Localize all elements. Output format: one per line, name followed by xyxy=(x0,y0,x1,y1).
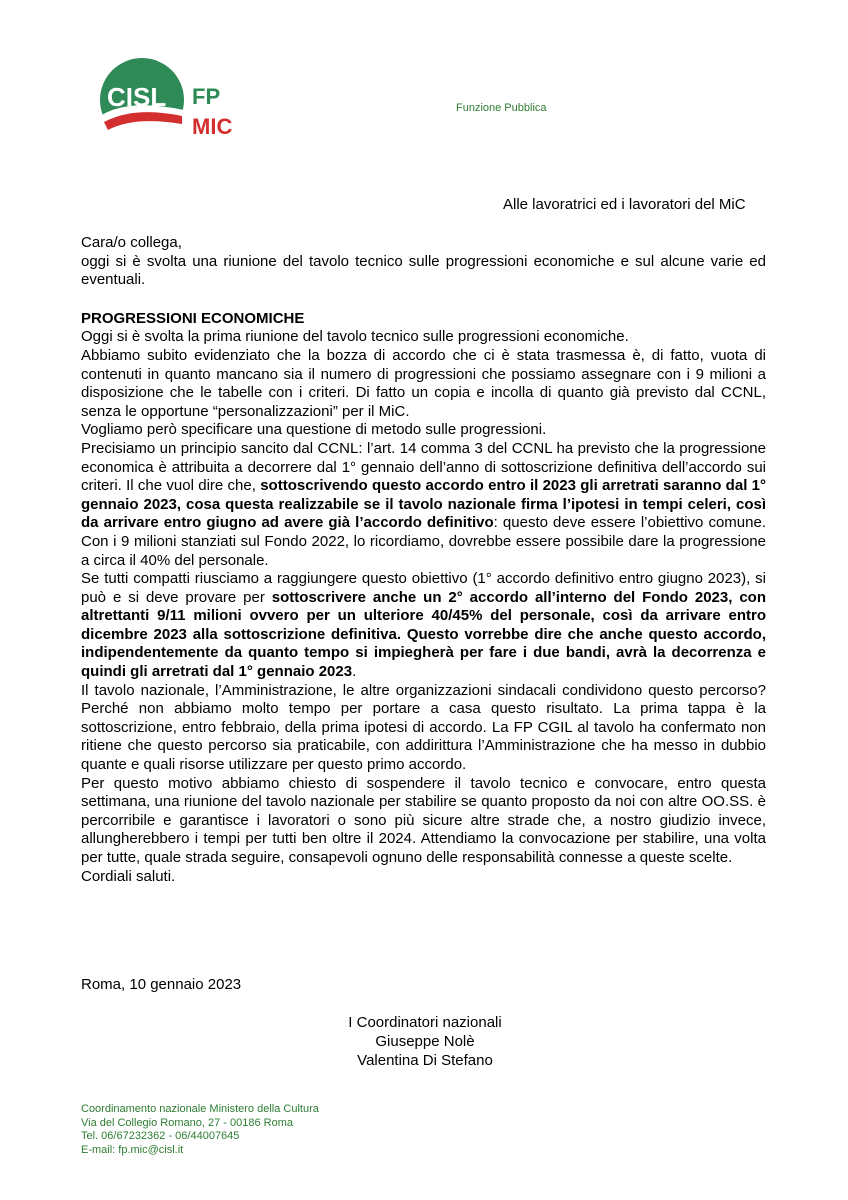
header-tagline: Funzione Pubblica xyxy=(456,102,547,114)
paragraph-2: Abbiamo subito evidenziato che la bozza di accordo che ci è stata trasmessa è, di fatto, vuota di contenuti in quanto mancano sia il numero di progressioni che possiamo assegnare con i 9 milioni a disposizione che le tabelle con i criteri. Di fatto un copia e incolla di quanto già previsto dal CCNL, senza le opportune “personalizzazioni” per il MiC. xyxy=(81,346,766,420)
signature-block xyxy=(330,1013,520,1070)
signature-name-2: Valentina Di Stefano xyxy=(357,1052,493,1069)
footer-contact xyxy=(81,1103,319,1157)
paragraph-4-end: : questo deve essere l’obiettivo comune. Con i 9 milioni stanziati sul Fondo 2022, lo ricordiamo, dovrebbe essere possibile dare la progressione a circa il 40% del personale. xyxy=(81,514,766,569)
footer-email: E-mail: fp.mic@cisl.it xyxy=(81,1143,184,1156)
paragraph-5-bold: sottoscrivere anche un 2° accordo all’interno del Fondo 2023, con altrettanti 9/11 milioni ovvero per un ulteriore 40/45% del personale, così da arrivare entro dicembre 2023 alla sottoscrizione definitiva. Questo vorrebbe dire che anche questo accordo, indipendentemente da quanto tempo si impiegherà per fare i due bandi, avrà la decorrenza e quindi gli arretrati dal 1° gennaio 2023 xyxy=(81,588,766,681)
paragraph-5-start: Se tutti compatti riusciamo a raggiungere questo obiettivo (1° accordo definitivo entro giugno 2023), si può e si deve provare per xyxy=(81,570,766,606)
paragraph-7: Per questo motivo abbiamo chiesto di sospendere il tavolo tecnico e convocare, entro questa settimana, una riunione del tavolo nazionale per stabilire se quanto proposto da noi con altre OO.SS. è percorribile e garantisce i lavoratori o sono più sicure altre strade che, a nostro giudizio invece, allungherebbero i tempi per tutti ben oltre il 2024. Attendiamo la convocazione per stabilire, una volta per tutte, quale strada seguire, consapevoli ognuno delle responsabilità connesse a queste scelte. xyxy=(81,774,766,866)
signature-title: I Coordinatori nazionali xyxy=(348,1014,502,1031)
section-title: PROGRESSIONI ECONOMICHE xyxy=(81,309,305,327)
paragraph-1: Oggi si è svolta la prima riunione del tavolo tecnico sulle progressioni economiche. xyxy=(81,328,629,346)
logo-cisl-text: CISL xyxy=(107,82,167,112)
closing: Cordiali saluti. xyxy=(81,867,176,885)
paragraph-5 xyxy=(81,570,766,682)
intro-paragraph: oggi si è svolta una riunione del tavolo tecnico sulle progressioni economiche e sul alcune varie ed eventuali. xyxy=(81,252,766,289)
paragraph-4-bold: sottoscrivendo questo accordo entro il 2023 gli arretrati saranno dal 1° gennaio 2023, cosa questa realizzabile se il tavolo nazionale firma l’ipotesi in tempi celeri, così da arrivare entro giugno ad avere già l’accordo definitivo xyxy=(81,477,766,532)
paragraph-4 xyxy=(81,440,766,570)
paragraph-3: Vogliamo però specificare una questione di metodo sulle progressioni. xyxy=(81,421,547,439)
logo-fp-text: FP xyxy=(192,84,221,109)
signature-name-1: Giuseppe Nolè xyxy=(375,1033,475,1050)
footer-address: Via del Collegio Romano, 27 - 00186 Roma xyxy=(81,1116,293,1129)
logo-mic-text: MIC xyxy=(192,114,233,139)
paragraph-6: Il tavolo nazionale, l’Amministrazione, le altre organizzazioni sindacali condividono questo percorso? Perché non abbiamo molto tempo per portare a casa questo risultato. La prima tappa è la sottoscrizione, entro febbraio, della prima ipotesi di accordo. La FP CGIL al tavolo ha confermato non ritiene che questo percorso sia praticabile, con addirittura l’Amministrazione che ha messo in dubbio quante e quali risorse utilizzare per questo primo accordo. xyxy=(81,681,766,774)
letter-body xyxy=(81,234,766,886)
letter-date: Roma, 10 gennaio 2023 xyxy=(81,976,242,993)
recipient-line: Alle lavoratrici ed i lavoratori del MiC xyxy=(503,196,746,213)
cisl-fp-mic-logo xyxy=(98,58,258,148)
paragraph-4-start: Precisiamo un principio sancito dal CCNL: l’art. 14 comma 3 del CCNL ha previsto che la progressione economica è attribuita a decorrere dal 1° gennaio dell’anno di sottoscrizione definitiva dell’accordo sui criteri. Il che vuol dire che, xyxy=(81,439,766,495)
footer-phone: Tel. 06/67232362 - 06/44007645 xyxy=(81,1130,240,1143)
footer-org: Coordinamento nazionale Ministero della Cultura xyxy=(81,1103,319,1115)
salutation: Cara/o collega, xyxy=(81,234,182,251)
paragraph-5-end: . xyxy=(352,663,357,681)
